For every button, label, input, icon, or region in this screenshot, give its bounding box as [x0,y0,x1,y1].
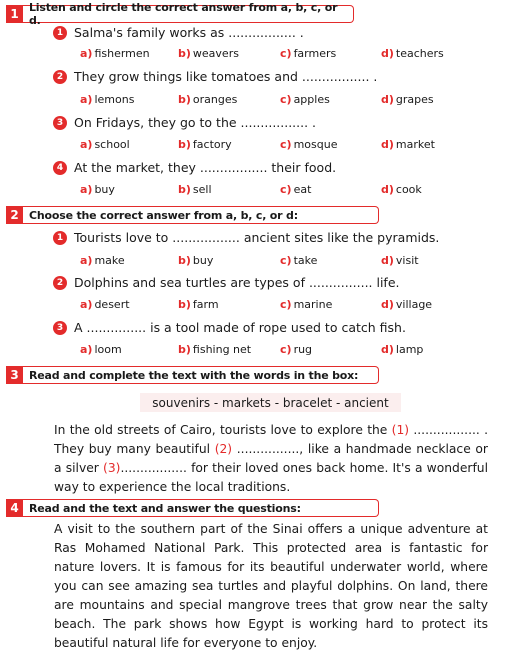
blank-number: (1) [391,423,410,437]
question-number: 2 [53,276,67,290]
question [58,230,439,245]
option-c[interactable] [280,47,336,60]
option-letter: c) [280,183,292,196]
option-text: weavers [192,47,239,60]
option-d[interactable] [381,93,434,106]
question-number: 1 [53,231,67,245]
question [58,320,406,335]
option-d[interactable] [381,254,419,267]
section-2-header [6,206,379,224]
option-c[interactable] [280,254,317,267]
text-segment: In the old streets of Cairo, tourists love to explore the [54,423,392,437]
question-text: Tourists love to ................. ancient sites like the pyramids. [74,230,440,245]
option-letter: b) [178,298,191,311]
option-letter: b) [178,343,191,356]
question-number: 4 [53,161,67,175]
option-letter: a) [80,47,93,60]
option-letter: d) [381,93,394,106]
option-letter: b) [178,138,191,151]
option-text: cook [395,183,422,196]
section-title: Choose the correct answer from a, b, c, or d: [23,206,379,224]
text-segment: ................. . They buy many beautiful [54,423,488,456]
option-b[interactable] [178,93,237,106]
text-segment: ................, like a handmade necklace or a silver [54,442,488,475]
question-number: 2 [53,70,67,84]
option-letter: d) [381,183,394,196]
question-number: 1 [53,26,67,40]
option-text: farm [192,298,219,311]
option-b[interactable] [178,254,213,267]
text-segment: ................. for their loved ones back home. It's a wonderful way to experience the local traditions. [54,461,488,494]
option-c[interactable] [280,298,332,311]
question-text: Dolphins and sea turtles are types of ................ life. [74,275,400,290]
question-text: At the market, they ................. their food. [74,160,337,175]
option-letter: a) [80,298,93,311]
option-text: eat [293,183,312,196]
option-text: farmers [293,47,337,60]
option-b[interactable] [178,298,219,311]
question-number: 3 [53,321,67,335]
option-text: sell [192,183,212,196]
option-text: buy [94,183,115,196]
option-letter: a) [80,93,93,106]
option-text: apples [293,93,330,106]
question [58,69,377,84]
option-text: take [293,254,318,267]
option-b[interactable] [178,47,239,60]
question-text: They grow things like tomatoes and ................. . [74,69,378,84]
option-c[interactable] [280,93,330,106]
option-c[interactable] [280,343,312,356]
option-letter: b) [178,183,191,196]
option-letter: d) [381,298,394,311]
option-letter: b) [178,93,191,106]
question-number: 3 [53,116,67,130]
option-text: grapes [395,93,434,106]
option-b[interactable] [178,183,212,196]
option-letter: c) [280,47,292,60]
question [58,275,400,290]
option-a[interactable] [80,254,125,267]
option-text: rug [293,343,313,356]
section-title: Read and complete the text with the words in the box: [23,366,379,384]
option-a[interactable] [80,138,130,151]
option-letter: a) [80,183,93,196]
section-4-header [6,499,379,517]
option-letter: b) [178,254,191,267]
option-c[interactable] [280,183,311,196]
section-1-header [6,1,354,27]
option-letter: a) [80,138,93,151]
option-d[interactable] [381,138,435,151]
blank-number: (2) [214,442,233,456]
option-letter: d) [381,343,394,356]
question-text: A ............... is a tool made of rope used to catch fish. [74,320,406,335]
option-text: school [94,138,130,151]
section-number: 1 [6,5,23,23]
option-text: market [395,138,435,151]
option-text: visit [395,254,419,267]
option-text: fishing net [192,343,252,356]
option-letter: c) [280,254,292,267]
option-d[interactable] [381,298,432,311]
option-letter: c) [280,138,292,151]
option-a[interactable] [80,93,134,106]
option-a[interactable] [80,47,150,60]
option-text: lemons [94,93,135,106]
section-title: Read and the text and answer the questions: [23,499,379,517]
question-text: Salma's family works as ................. . [74,25,304,40]
option-text: loom [94,343,122,356]
option-letter: c) [280,298,292,311]
section-number: 2 [6,206,23,224]
option-letter: d) [381,47,394,60]
option-text: lamp [395,343,424,356]
option-letter: a) [80,343,93,356]
option-text: teachers [395,47,444,60]
option-letter: c) [280,343,292,356]
option-letter: d) [381,254,394,267]
option-b[interactable] [178,343,251,356]
section-number: 3 [6,366,23,384]
completion-paragraph [54,421,488,497]
option-text: buy [192,254,214,267]
option-a[interactable] [80,183,115,196]
option-text: marine [293,298,333,311]
option-text: village [395,298,433,311]
option-c[interactable] [280,138,337,151]
reading-passage: A visit to the southern part of the Sinai offers a unique adventure at Ras Mohamed National Park. This protected area is fantastic for nature lovers. It is famous for its beautiful underwater world, where you can see amazing sea turtles and playful dolphins. On land, there are mountains and special mangrove trees that grow near the salty beach. The park shows how Egypt is working hard to protect its beautiful natural life for everyone to enjoy. [54,522,488,650]
option-text: mosque [293,138,338,151]
option-letter: a) [80,254,93,267]
option-b[interactable] [178,138,232,151]
question [58,160,336,175]
option-text: factory [192,138,232,151]
option-text: make [94,254,125,267]
option-a[interactable] [80,298,130,311]
option-text: desert [94,298,130,311]
section-title: Listen and circle the correct answer from a, b, c, or d. [23,5,354,23]
option-text: oranges [192,93,238,106]
question [58,115,316,130]
option-d[interactable] [381,343,423,356]
blank-number: (3) [103,461,121,475]
section-number: 4 [6,499,23,517]
option-d[interactable] [381,183,422,196]
option-letter: b) [178,47,191,60]
option-letter: d) [381,138,394,151]
word-box: souvenirs - markets - bracelet - ancient [140,393,401,412]
option-d[interactable] [381,47,444,60]
question [58,25,304,40]
option-letter: c) [280,93,292,106]
option-text: fishermen [94,47,150,60]
option-a[interactable] [80,343,122,356]
section-3-header [6,366,379,384]
question-text: On Fridays, they go to the ................. . [74,115,317,130]
